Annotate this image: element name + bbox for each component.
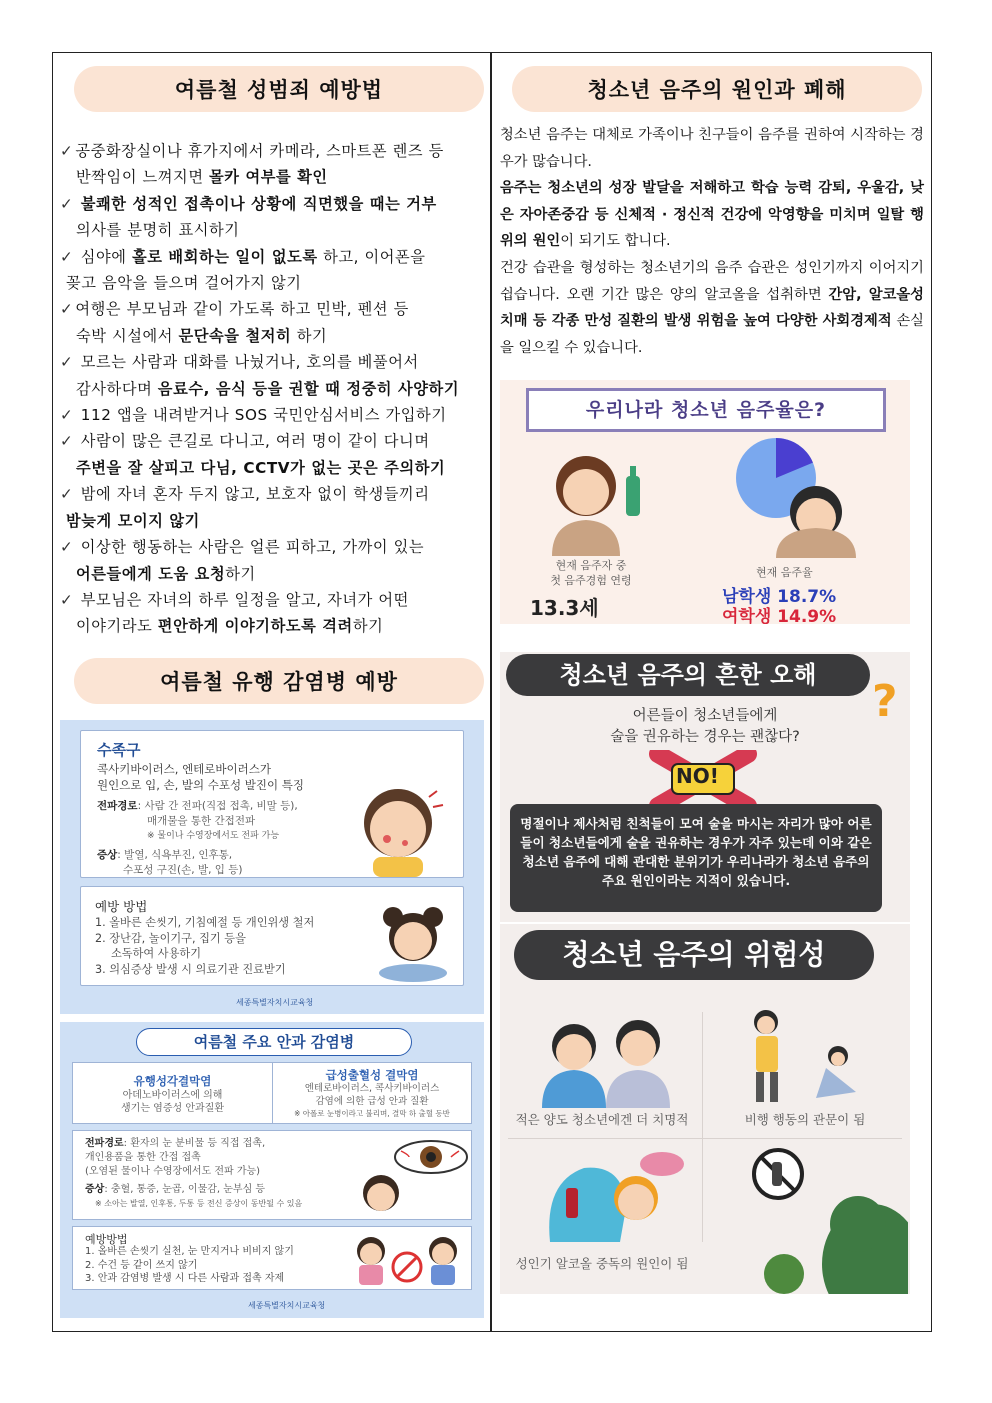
heading-sexual-crime-prevention: 여름철 성범죄 예방법 [74,66,484,112]
risk-caption: 성인기 알코올 중독의 원인이 됨 [515,1256,689,1271]
eye-disease-cards [72,1062,472,1124]
tip-item: ✓ 불쾌한 성적인 접촉이나 상황에 직면했을 때는 거부 의사를 분명히 표시하기 [60,194,437,240]
prevention-step: 2. 수건 등 같이 쓰지 않기 [85,1259,198,1271]
male-drinking-rate: 남학생 18.7% [722,587,837,607]
female-student-bottle-illustration [530,446,660,556]
hfmd-infographic [60,720,484,1014]
prevention-step: 1. 올바른 손씻기, 기침예절 등 개인위생 철저 [95,916,315,929]
tip-item: ✓ 밤에 자녀 혼자 두지 않고, 보호자 없이 학생들끼리 밤늦게 모이지 않기 [60,485,430,530]
tip-item: ✓ 모르는 사람과 대화를 나눴거나, 호의를 베풀어서 감사하다며 음료수, 음식 등을 권할 때 정중히 사양하기 [60,353,460,398]
myth-title: 청소년 음주의 흔한 오해 [506,654,870,696]
check-icon: ✓ [60,538,74,557]
distressed-teens-illustration [534,1008,684,1108]
prevention-tips-list [60,138,484,640]
disease-desc: 감염에 의한 급성 안과 질환 [315,1095,429,1107]
drinking-rate-infographic [500,380,910,624]
prevention-step: 2. 장난감, 놀이기구, 집기 등을 [95,931,246,945]
check-icon: ✓ [60,142,74,160]
education-office-logo: 세종특별자치시교육청 [248,1301,326,1310]
no-label: NO! [676,764,719,788]
tip-item: ✓ 공중화장실이나 휴가지에서 카메라, 스마트폰 렌즈 등 반짝임이 느껴지면 몰카 여부를 확인 [60,142,444,187]
risk-caption: 비행 행동의 관문이 됨 [744,1112,866,1127]
rate-caption: 현재 음주자 중 [555,559,627,572]
red-eye-illustration [355,1137,471,1217]
hfmd-prevention-card [80,886,464,986]
disease-note: ※ 아폴로 눈병이라고 불리며, 결막 하 출혈 동반 [294,1109,450,1118]
paragraph: 청소년 음주는 대체로 가족이나 친구들이 음주를 권하여 시작하는 경우가 많습니다. [500,127,924,170]
check-icon: ✓ [60,432,74,451]
teen-drinking-text [500,122,924,361]
hfmd-desc: 원인으로 입, 손, 발의 수포성 발진이 특징 [97,778,304,792]
check-icon: ✓ [60,247,74,266]
myth-question: 술을 권유하는 경우는 괜찮다? [610,729,800,745]
disease-desc: 엔테로바이러스, 콕사키바이러스 [304,1083,440,1094]
disease-name: 급성출혈성 결막염 [325,1068,419,1082]
drinking-myth-infographic [500,652,910,922]
prevention-title: 예방방법 [85,1233,128,1246]
heading-teen-drinking: 청소년 음주의 원인과 폐해 [512,66,922,112]
myth-question: 어른들이 청소년들에게 [632,708,778,724]
question-mark-icon: ? [872,676,898,727]
rate-caption: 현재 음주율 [756,566,813,579]
drinking-risk-infographic [500,924,910,1294]
handwashing-child-illustration [367,901,459,983]
disease-desc: 아데노바이러스에 의해 [122,1090,223,1101]
prevention-title: 예방 방법 [95,899,148,914]
tip-item: ✓ 부모님은 자녀의 하루 일정을 알고, 자녀가 어떤 이야기라도 편안하게 이야기하도록 격려하기 [60,590,409,636]
first-drink-age: 13.3세 [530,596,599,620]
no-drinking-turtle-illustration [722,1144,908,1294]
paragraph: 음주는 청소년의 성장 발달을 저해하고 학습 능력 감퇴, 우울감, 낮은 자아존중감 등 신체적 · 정신적 건강에 악영향을 미치며 일탈 행위의 원인이 되기도 합니다. [500,180,924,250]
eye-infection-title: 여름철 주요 안과 감염병 [136,1028,412,1056]
drinking-rate-title: 우리나라 청소년 음주율은? [526,388,886,432]
eye-route-card: 전파경로: 환자의 눈 분비물 등 직접 접촉, 개인용품을 통한 간접 접촉 (오염된 물이나 수영장에서도 전파 가능) 증상: 충혈, 통증, 눈곱, 이물감, 눈부심 등 ※ 소아는 발열, 인후통, 두통 등 전신 증상이 동반될 수 있음 [72,1130,472,1220]
delinquency-illustration [736,1004,886,1108]
risk-caption: 적은 양도 청소년에겐 더 치명적 [515,1112,689,1127]
check-icon: ✓ [60,300,74,319]
paragraph: 건강 습관을 형성하는 청소년기의 음주 습관은 성인기까지 이어지기 쉽습니다. 오랜 기간 많은 양의 알코올을 섭취하면 간암, 알코올성 치매 등 각종 만성 질환의 발생 위험을 높여 다양한 사회경제적 손실을 일으킬 수 있습니다. [500,259,924,356]
education-office-logo: 세종특별자치시교육청 [236,998,314,1007]
hfmd-title: 수족구 [97,741,141,759]
hfmd-info-card: 수족구 콕사키바이러스, 엔테로바이러스가 원인으로 입, 손, 발의 수포성 발진이 특징 전파경로: 사람 간 전파(직접 접촉, 비말 등), 매개물을 통한 간접전파 ※ 물이나 수영장에서도 전파 가능 증상: 발열, 식욕부진, 인후통, 수포성 구진(손, 발, 입 등) [80,730,464,878]
disease-name: 유행성각결막염 [133,1074,212,1088]
tip-item: ✓ 심야에 홀로 배회하는 일이 없도록 하고, 이어폰을 꽂고 음악을 들으며 걸어가지 않기 [60,247,426,293]
sick-child-illustration [343,777,453,877]
tip-item: ✓ 사람이 많은 큰길로 다니고, 여러 명이 같이 다니며 주변을 잘 살피고 다님, CCTV가 없는 곳은 주의하기 [60,432,446,477]
divider [508,1138,902,1139]
no-contact-children-illustration [345,1231,469,1289]
risk-title: 청소년 음주의 위험성 [514,930,874,980]
drinking-rate-pie-illustration [706,438,906,558]
column-divider [490,52,492,1332]
prevention-step: 3. 의심증상 발생 시 의료기관 진료받기 [95,962,286,976]
check-icon: ✓ [60,590,74,609]
myth-answer: 명절이나 제사처럼 친척들이 모여 술을 마시는 자리가 많아 어른들이 청소년들에게 술을 권유하는 경우가 자주 있는데 이와 같은 청소년 음주에 대해 관대한 분위기가 우리나라가 청소년 음주의 주요 원인이라는 지적이 있습니다. [510,804,882,912]
eye-infection-infographic [60,1022,484,1318]
tip-item: ✓ 112 앱을 내려받거나 SOS 국민안심서비스 가입하기 [60,406,447,425]
heading-summer-epidemic-prevention: 여름철 유행 감염병 예방 [74,658,484,704]
check-icon: ✓ [60,353,74,372]
tip-item: ✓ 이상한 행동하는 사람은 얼른 피하고, 가까이 있는 어른들에게 도움 요청하기 [60,538,425,583]
check-icon: ✓ [60,194,74,213]
hfmd-desc: 콕사키바이러스, 엔테로바이러스가 [97,762,271,776]
rate-caption: 첫 음주경험 연령 [550,574,632,587]
tip-item: ✓ 여행은 부모님과 같이 가도록 하고 민박, 펜션 등 숙박 시설에서 문단속을 철저히 하기 [60,300,409,345]
check-icon: ✓ [60,406,74,425]
divider [702,1012,703,1242]
disease-desc: 생기는 염증성 안과질환 [121,1103,224,1114]
check-icon: ✓ [60,485,74,504]
prevention-step: 3. 안과 감염병 발생 시 다른 사람과 접촉 자제 [85,1273,285,1284]
eye-prevention-card [72,1226,472,1290]
female-drinking-rate: 여학생 14.9% [722,607,837,624]
prevention-step: 1. 올바른 손씻기 실천, 눈 만지거나 비비지 않기 [85,1246,294,1257]
prevention-step: 소독하여 사용하기 [111,947,202,960]
alcohol-addiction-illustration [540,1146,690,1246]
